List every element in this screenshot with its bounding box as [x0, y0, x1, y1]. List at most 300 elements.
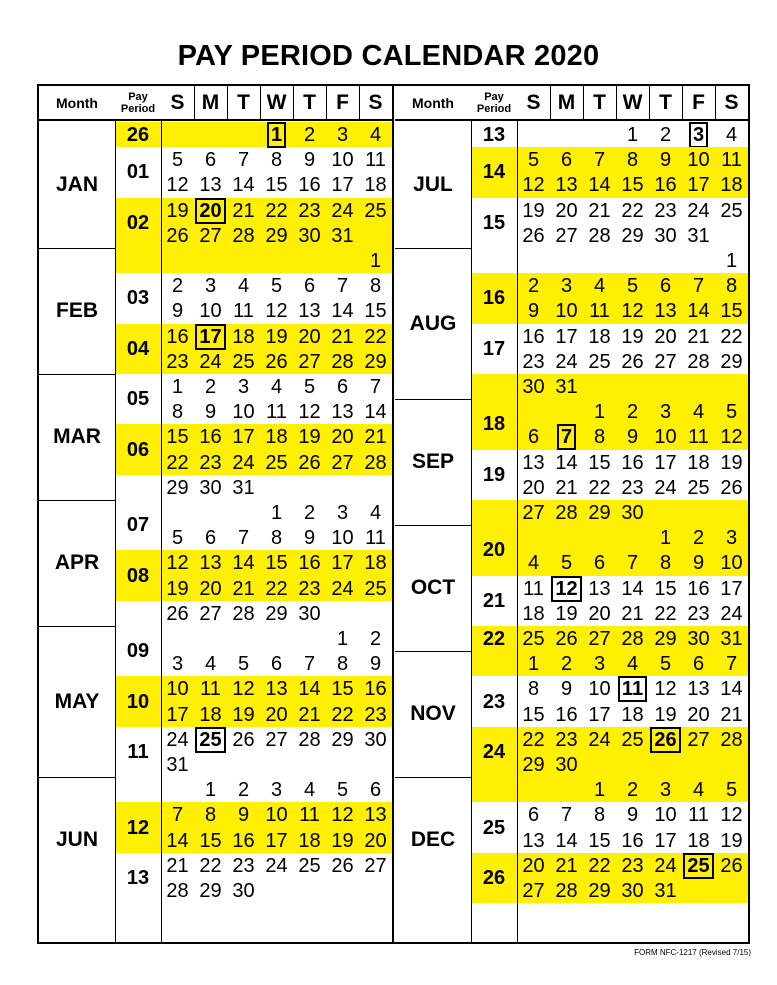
- day-number: 28: [166, 880, 189, 902]
- calendar-day: [517, 805, 550, 825]
- day-number: 31: [232, 476, 255, 499]
- calendar-day: [649, 301, 682, 321]
- calendar-day: [583, 301, 616, 321]
- pay-period-number: 26: [482, 867, 506, 889]
- day-number: 31: [720, 628, 743, 650]
- day-number: 11: [721, 149, 742, 172]
- day-number: 14: [298, 678, 321, 701]
- calendar-day: [260, 276, 293, 296]
- calendar-day: [260, 201, 293, 221]
- calendar-day: [715, 478, 748, 498]
- calendar-day: [326, 805, 359, 825]
- day-number: 28: [232, 602, 255, 625]
- day-number: 3: [659, 779, 672, 802]
- calendar-day: [293, 352, 326, 372]
- calendar-day: [583, 579, 616, 599]
- day-number: 1: [659, 527, 672, 550]
- calendar-day: [682, 402, 715, 422]
- calendar-day: [326, 453, 359, 473]
- calendar-day: [359, 705, 392, 725]
- calendar-day: [227, 327, 260, 347]
- calendar-day: [517, 503, 550, 523]
- day-number: 20: [522, 476, 545, 499]
- pay-period-highlight: [471, 374, 748, 399]
- calendar-day: [616, 730, 649, 750]
- day-number: 5: [560, 552, 573, 575]
- day-number: 27: [298, 350, 321, 373]
- calendar-day: [715, 831, 748, 851]
- calendar-day: [359, 528, 392, 548]
- calendar-day: [616, 503, 649, 523]
- calendar-day: [682, 780, 715, 800]
- month-divider: [395, 777, 471, 778]
- calendar-day: [359, 276, 392, 296]
- month-label: MAR: [53, 425, 101, 448]
- calendar-day: [161, 150, 194, 170]
- day-number: 16: [364, 678, 387, 701]
- day-number: 1: [267, 122, 286, 148]
- calendar-day: [194, 856, 227, 876]
- day-number: 2: [659, 124, 672, 146]
- day-number: 8: [270, 527, 283, 550]
- calendar-day: [293, 150, 326, 170]
- calendar-day: [227, 881, 260, 901]
- day-number: 13: [199, 552, 222, 575]
- day-number: 3: [725, 527, 738, 550]
- calendar-day: [227, 579, 260, 599]
- pay-period-header-line1: Pay: [128, 90, 148, 103]
- column-header-pay-period: [115, 86, 161, 121]
- day-number: 5: [237, 653, 250, 676]
- day-number: 2: [303, 502, 316, 524]
- calendar-day: [517, 327, 550, 347]
- calendar-day: [260, 377, 293, 397]
- calendar-day: [260, 125, 293, 145]
- calendar-day: [682, 705, 715, 725]
- calendar-day: [682, 150, 715, 170]
- day-number: 6: [369, 779, 382, 802]
- calendar-day: [616, 856, 649, 876]
- pay-period-number: 08: [126, 564, 150, 587]
- pay-period-number: 13: [126, 867, 150, 889]
- day-number: 6: [204, 149, 217, 172]
- calendar-day: [161, 881, 194, 901]
- day-number: 9: [659, 149, 672, 172]
- calendar-day: [649, 427, 682, 447]
- calendar-day: [326, 831, 359, 851]
- calendar-day: [682, 856, 715, 876]
- calendar-day: [161, 679, 194, 699]
- calendar-day: [359, 831, 392, 851]
- day-number: 17: [232, 426, 255, 449]
- calendar-day: [616, 679, 649, 699]
- day-number: 4: [204, 653, 217, 676]
- calendar-day: [649, 276, 682, 296]
- day-number: 17: [195, 324, 225, 350]
- calendar-day: [293, 705, 326, 725]
- column-header-day: F: [682, 86, 715, 121]
- calendar-day: [326, 579, 359, 599]
- calendar-day: [550, 175, 583, 195]
- calendar-day: [359, 730, 392, 750]
- day-number: 13: [687, 678, 710, 701]
- calendar-day: [550, 654, 583, 674]
- calendar-day: [715, 125, 748, 145]
- calendar-day: [550, 478, 583, 498]
- day-number: 2: [560, 653, 573, 676]
- calendar-day: [682, 427, 715, 447]
- calendar-day: [194, 150, 227, 170]
- day-number: 2: [303, 124, 316, 146]
- calendar-day: [649, 730, 682, 750]
- calendar-day: [161, 478, 194, 498]
- calendar-day: [326, 226, 359, 246]
- calendar-day: [359, 679, 392, 699]
- day-number: 29: [364, 350, 387, 373]
- calendar-day: [227, 402, 260, 422]
- day-number: 3: [689, 122, 708, 148]
- day-number: 11: [299, 804, 320, 827]
- day-number: 27: [555, 224, 578, 247]
- calendar-day: [583, 881, 616, 901]
- calendar-day: [550, 150, 583, 170]
- calendar-day: [616, 201, 649, 221]
- calendar-day: [359, 251, 392, 271]
- month-divider: [39, 248, 115, 249]
- calendar-day: [649, 125, 682, 145]
- day-number: 18: [364, 552, 387, 575]
- calendar-day: [194, 301, 227, 321]
- calendar-day: [517, 881, 550, 901]
- calendar-day: [517, 629, 550, 649]
- pay-period-calendar: [37, 84, 750, 944]
- column-header-day: S: [359, 86, 392, 121]
- day-number: 22: [331, 703, 354, 726]
- day-number: 4: [303, 779, 316, 802]
- calendar-day: [550, 352, 583, 372]
- calendar-day: [227, 856, 260, 876]
- pay-period-number: 06: [126, 438, 150, 461]
- calendar-day: [583, 402, 616, 422]
- pay-period-column-divider: [161, 121, 162, 942]
- day-number: 2: [369, 628, 382, 650]
- calendar-day: [682, 453, 715, 473]
- day-number: 12: [720, 804, 743, 827]
- day-number: 11: [618, 676, 647, 702]
- header-day-divider: [649, 86, 650, 121]
- calendar-day: [583, 629, 616, 649]
- day-number: 23: [364, 703, 387, 726]
- calendar-day: [326, 150, 359, 170]
- calendar-day: [227, 226, 260, 246]
- day-number: 28: [555, 502, 578, 524]
- calendar-day: [517, 427, 550, 447]
- calendar-day: [649, 201, 682, 221]
- day-number: 1: [527, 653, 540, 676]
- calendar-day: [194, 377, 227, 397]
- day-number: 4: [237, 275, 250, 298]
- calendar-day: [293, 276, 326, 296]
- calendar-day: [194, 201, 227, 221]
- calendar-day: [161, 276, 194, 296]
- day-number: 19: [720, 451, 743, 474]
- day-number: 9: [626, 426, 639, 449]
- day-number: 16: [555, 703, 578, 726]
- calendar-day: [260, 352, 293, 372]
- day-number: 9: [626, 804, 639, 827]
- calendar-day: [616, 175, 649, 195]
- calendar-day: [649, 453, 682, 473]
- calendar-day: [616, 402, 649, 422]
- calendar-day: [260, 327, 293, 347]
- day-number: 5: [659, 653, 672, 676]
- calendar-day: [682, 478, 715, 498]
- header-day-divider: [260, 86, 261, 121]
- month-divider: [395, 525, 471, 526]
- day-number: 17: [654, 451, 677, 474]
- day-number: 3: [560, 275, 573, 298]
- day-number: 21: [720, 703, 743, 726]
- day-number: 13: [522, 451, 545, 474]
- day-number: 16: [654, 174, 677, 197]
- day-number: 24: [232, 451, 255, 474]
- calendar-day: [616, 654, 649, 674]
- calendar-day: [550, 705, 583, 725]
- calendar-day: [161, 604, 194, 624]
- day-number: 25: [195, 727, 225, 753]
- day-number: 24: [654, 854, 677, 877]
- day-number: 2: [204, 376, 217, 398]
- day-number: 26: [265, 350, 288, 373]
- day-number: 8: [270, 149, 283, 172]
- calendar-day: [649, 175, 682, 195]
- calendar-day: [161, 175, 194, 195]
- day-number: 3: [237, 376, 250, 398]
- day-number: 8: [369, 275, 382, 298]
- day-number: 22: [588, 854, 611, 877]
- calendar-day: [715, 528, 748, 548]
- calendar-day: [260, 705, 293, 725]
- calendar-day: [359, 301, 392, 321]
- day-number: 26: [720, 476, 743, 499]
- calendar-day: [649, 352, 682, 372]
- calendar-day: [227, 654, 260, 674]
- month-label: AUG: [409, 311, 457, 335]
- day-number: 1: [725, 250, 738, 272]
- calendar-day: [227, 478, 260, 498]
- calendar-day: [682, 579, 715, 599]
- day-number: 23: [166, 350, 189, 373]
- header-day-divider: [583, 86, 584, 121]
- day-number: 29: [621, 224, 644, 247]
- column-header-day: S: [715, 86, 748, 121]
- calendar-day: [227, 679, 260, 699]
- calendar-day: [260, 780, 293, 800]
- day-number: 1: [369, 250, 382, 272]
- day-number: 20: [265, 703, 288, 726]
- day-number: 10: [720, 552, 743, 575]
- calendar-day: [550, 327, 583, 347]
- day-number: 17: [654, 829, 677, 852]
- day-number: 31: [331, 224, 354, 247]
- calendar-day: [161, 352, 194, 372]
- header-day-divider: [715, 86, 716, 121]
- calendar-day: [359, 427, 392, 447]
- calendar-day: [326, 553, 359, 573]
- day-number: 10: [654, 426, 677, 449]
- calendar-day: [583, 226, 616, 246]
- day-number: 21: [555, 476, 578, 499]
- calendar-day: [227, 604, 260, 624]
- month-divider: [39, 500, 115, 501]
- day-number: 10: [166, 678, 189, 701]
- calendar-day: [260, 805, 293, 825]
- calendar-day: [682, 528, 715, 548]
- day-number: 17: [166, 703, 189, 726]
- calendar-day: [583, 805, 616, 825]
- day-number: 24: [265, 854, 288, 877]
- day-number: 16: [522, 325, 545, 348]
- day-number: 26: [555, 628, 578, 650]
- day-number: 25: [265, 451, 288, 474]
- day-number: 19: [298, 426, 321, 449]
- calendar-day: [649, 629, 682, 649]
- day-number: 1: [270, 502, 283, 524]
- day-number: 26: [720, 854, 743, 877]
- day-number: 24: [720, 602, 743, 625]
- day-number: 19: [654, 703, 677, 726]
- calendar-day: [550, 679, 583, 699]
- calendar-day: [227, 175, 260, 195]
- calendar-day: [227, 301, 260, 321]
- header-day-divider: [194, 86, 195, 121]
- column-header-day: T: [649, 86, 682, 121]
- calendar-day: [293, 856, 326, 876]
- day-number: 30: [555, 754, 578, 776]
- day-number: 18: [199, 703, 222, 726]
- day-number: 30: [687, 628, 710, 650]
- calendar-day: [682, 175, 715, 195]
- day-number: 27: [522, 880, 545, 902]
- day-number: 16: [298, 174, 321, 197]
- day-number: 2: [171, 275, 184, 298]
- pay-period-number: 01: [126, 161, 150, 184]
- day-number: 15: [654, 577, 677, 600]
- day-number: 10: [265, 804, 288, 827]
- calendar-day: [517, 755, 550, 775]
- pay-period-header-line1: Pay: [484, 90, 504, 103]
- calendar-day: [583, 604, 616, 624]
- day-number: 27: [265, 728, 288, 751]
- calendar-day: [715, 654, 748, 674]
- day-number: 30: [621, 880, 644, 902]
- month-divider: [395, 248, 471, 249]
- calendar-day: [326, 528, 359, 548]
- calendar-day: [359, 150, 392, 170]
- calendar-day: [517, 730, 550, 750]
- calendar-day: [293, 125, 326, 145]
- calendar-day: [616, 553, 649, 573]
- column-header-day: S: [161, 86, 194, 121]
- day-number: 20: [588, 602, 611, 625]
- day-number: 28: [687, 350, 710, 373]
- calendar-day: [616, 453, 649, 473]
- day-number: 29: [265, 602, 288, 625]
- calendar-day: [326, 402, 359, 422]
- day-number: 21: [687, 325, 710, 348]
- day-number: 29: [588, 502, 611, 524]
- day-number: 13: [522, 829, 545, 852]
- calendar-day: [194, 805, 227, 825]
- day-number: 27: [331, 451, 354, 474]
- calendar-day: [194, 881, 227, 901]
- day-number: 20: [331, 426, 354, 449]
- day-number: 28: [621, 628, 644, 650]
- day-number: 7: [237, 149, 250, 172]
- calendar-day: [194, 528, 227, 548]
- calendar-day: [715, 679, 748, 699]
- day-number: 27: [199, 602, 222, 625]
- day-number: 25: [364, 577, 387, 600]
- calendar-day: [583, 730, 616, 750]
- day-number: 1: [171, 376, 184, 398]
- calendar-day: [161, 377, 194, 397]
- day-number: 12: [720, 426, 743, 449]
- calendar-day: [715, 301, 748, 321]
- calendar-day: [194, 453, 227, 473]
- calendar-day: [194, 553, 227, 573]
- calendar-day: [550, 276, 583, 296]
- calendar-day: [616, 629, 649, 649]
- day-number: 11: [523, 577, 544, 600]
- calendar-day: [649, 856, 682, 876]
- month-divider: [39, 374, 115, 375]
- day-number: 18: [687, 451, 710, 474]
- day-number: 15: [720, 300, 743, 323]
- calendar-day: [583, 780, 616, 800]
- column-header-month: Month: [39, 86, 115, 121]
- day-number: 16: [621, 451, 644, 474]
- day-number: 4: [692, 401, 705, 424]
- calendar-day: [326, 780, 359, 800]
- day-number: 9: [527, 300, 540, 323]
- column-header-day: T: [293, 86, 326, 121]
- calendar-day: [616, 226, 649, 246]
- calendar-day: [649, 881, 682, 901]
- calendar-day: [227, 528, 260, 548]
- calendar-day: [550, 831, 583, 851]
- calendar-day: [517, 705, 550, 725]
- calendar-day: [227, 705, 260, 725]
- day-number: 29: [720, 350, 743, 373]
- day-number: 25: [621, 728, 644, 751]
- pay-period-number: 05: [126, 388, 150, 411]
- calendar-day: [649, 478, 682, 498]
- month-label: JAN: [55, 173, 98, 196]
- day-number: 24: [166, 728, 189, 751]
- day-number: 24: [331, 199, 354, 222]
- day-number: 4: [725, 124, 738, 146]
- day-number: 2: [626, 779, 639, 802]
- day-number: 8: [171, 401, 184, 424]
- day-number: 23: [199, 451, 222, 474]
- day-number: 15: [265, 174, 288, 197]
- calendar-day: [616, 427, 649, 447]
- calendar-day: [583, 352, 616, 372]
- calendar-day: [616, 125, 649, 145]
- column-header-pay-period: [471, 86, 517, 121]
- calendar-day: [326, 856, 359, 876]
